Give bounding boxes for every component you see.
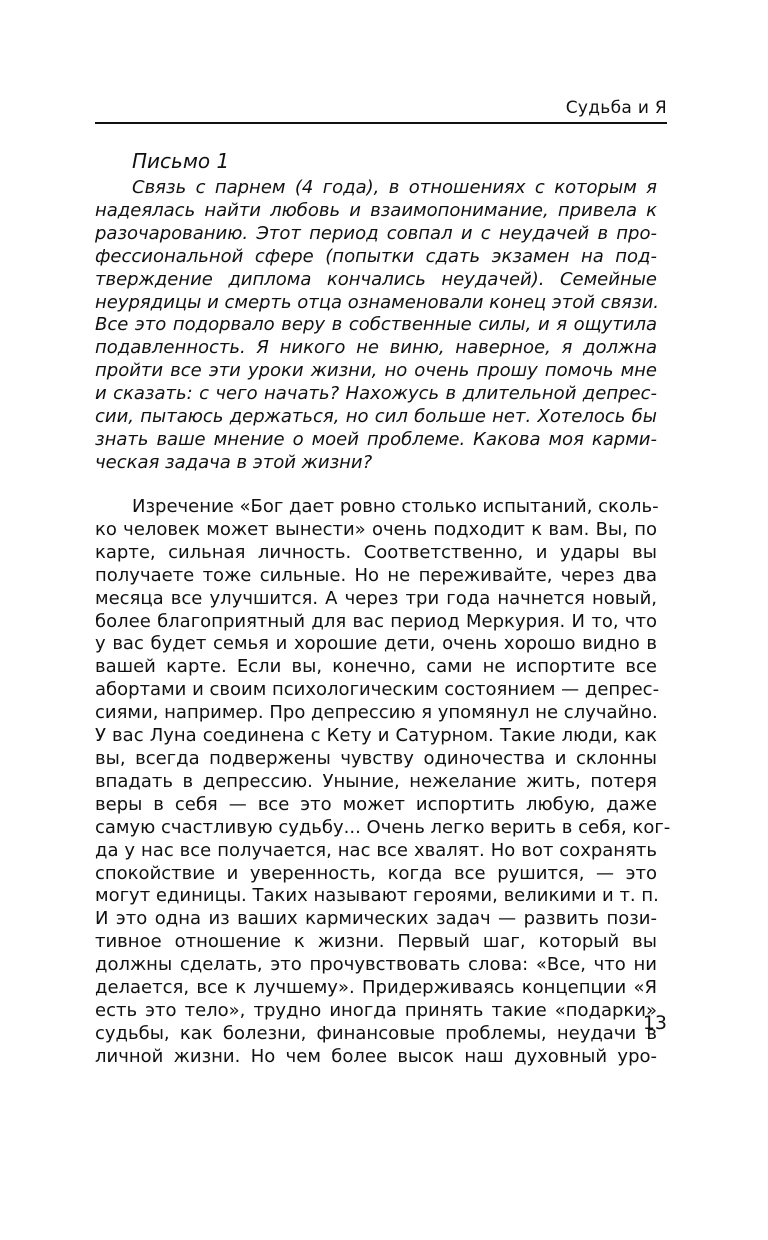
text-line: делается, все к лучшему». Придерживаясь концепции «Я: [95, 977, 657, 999]
text-line: карте, сильная личность. Соответственно, и удары вы: [95, 541, 657, 563]
text-line: вашей карте. Если вы, конечно, сами не испортите все: [95, 656, 657, 678]
text-line: личной жизни. Но чем более высок наш духовный уро-: [95, 1045, 657, 1067]
text-line: знать ваше мнение о моей проблеме. Какова моя карми-: [95, 428, 657, 450]
text-line: пройти все эти уроки жизни, но очень прошу помочь мне: [95, 360, 657, 382]
text-line: впадать в депрессию. Уныние, нежелание жить, потеря: [95, 770, 657, 792]
text-line: неурядицы и смерть отца ознаменовали конец этой связи.: [95, 291, 659, 313]
text-line: месяца все улучшится. А через три года начнется новый,: [95, 587, 657, 609]
text-line: ко человек может вынести» очень подходит к вам. Вы, по: [95, 518, 657, 540]
text-line: Связь с парнем (4 года), в отношениях с которым я: [132, 177, 657, 198]
text-line: подавленность. Я никого не виню, наверное, я должна: [95, 337, 657, 359]
letter-text: [95, 177, 657, 475]
text-line: могут единицы. Таких называют героями, великими и т. п.: [95, 885, 659, 907]
text-line: есть это тело», трудно иногда принять такие «подарки»: [95, 999, 657, 1021]
running-header: [95, 98, 667, 124]
text-line: абортами и своим психологическим состоянием — депрес-: [95, 679, 660, 701]
text-line: тверждение диплома кончались неудачей). Семейные: [95, 268, 657, 290]
text-line: самую счастливую судьбу... Очень легко верить в себя, ког-: [95, 816, 671, 838]
text-line: получаете тоже сильные. Но не переживайте, через два: [95, 564, 657, 586]
text-line: более благоприятный для вас период Меркурия. И то, что: [95, 610, 657, 632]
text-line: надеялась найти любовь и взаимопонимание, привела к: [95, 199, 657, 221]
text-line: Все это подорвало веру в собственные силы, и я ощутила: [95, 314, 657, 336]
text-line: разочарованию. Этот период совпал и с неудачей в про-: [95, 222, 657, 244]
text-line: да у нас все получается, нас все хвалят. Но вот сохранять: [95, 839, 657, 861]
text-line: тивное отношение к жизни. Первый шаг, который вы: [95, 931, 657, 953]
text-line: сии, пытаюсь держаться, но сил больше нет. Хотелось бы: [95, 406, 657, 428]
answer-section: [95, 496, 671, 1069]
text-line: У вас Луна соединена с Кету и Сатурном. Такие люди, как: [95, 725, 657, 747]
text-line: судьбы, как болезни, финансовые проблемы, неудачи в: [95, 1022, 657, 1044]
text-line: должны сделать, это прочувствовать слова: «Все, что ни: [95, 954, 657, 976]
text-line: Изречение «Бог дает ровно столько испытаний, сколь-: [132, 496, 659, 517]
page-number: 13: [642, 1012, 667, 1034]
text-line: И это одна из ваших кармических задач — развить пози-: [95, 908, 657, 930]
text-line: веры в себя — все это может испортить любую, даже: [95, 793, 657, 815]
text-line: и сказать: с чего начать? Нахожусь в длительной депрес-: [95, 383, 657, 405]
running-title: Судьба и Я: [565, 98, 667, 118]
text-line: сиями, например. Про депрессию я упомянул не случайно.: [95, 702, 658, 724]
letter-heading: Письмо 1: [132, 149, 230, 173]
text-line: ческая задача в этой жизни?: [95, 451, 373, 473]
text-line: вы, всегда подвержены чувству одиночества и склонны: [95, 747, 657, 769]
text-line: фессиональной сфере (попытки сдать экзамен на под-: [95, 245, 657, 267]
text-line: спокойствие и уверенность, когда все рушится, — это: [95, 862, 657, 884]
answer-text: [95, 496, 671, 1069]
letter-section: [95, 150, 657, 475]
text-line: у вас будет семья и хорошие дети, очень хорошо видно в: [95, 633, 657, 655]
